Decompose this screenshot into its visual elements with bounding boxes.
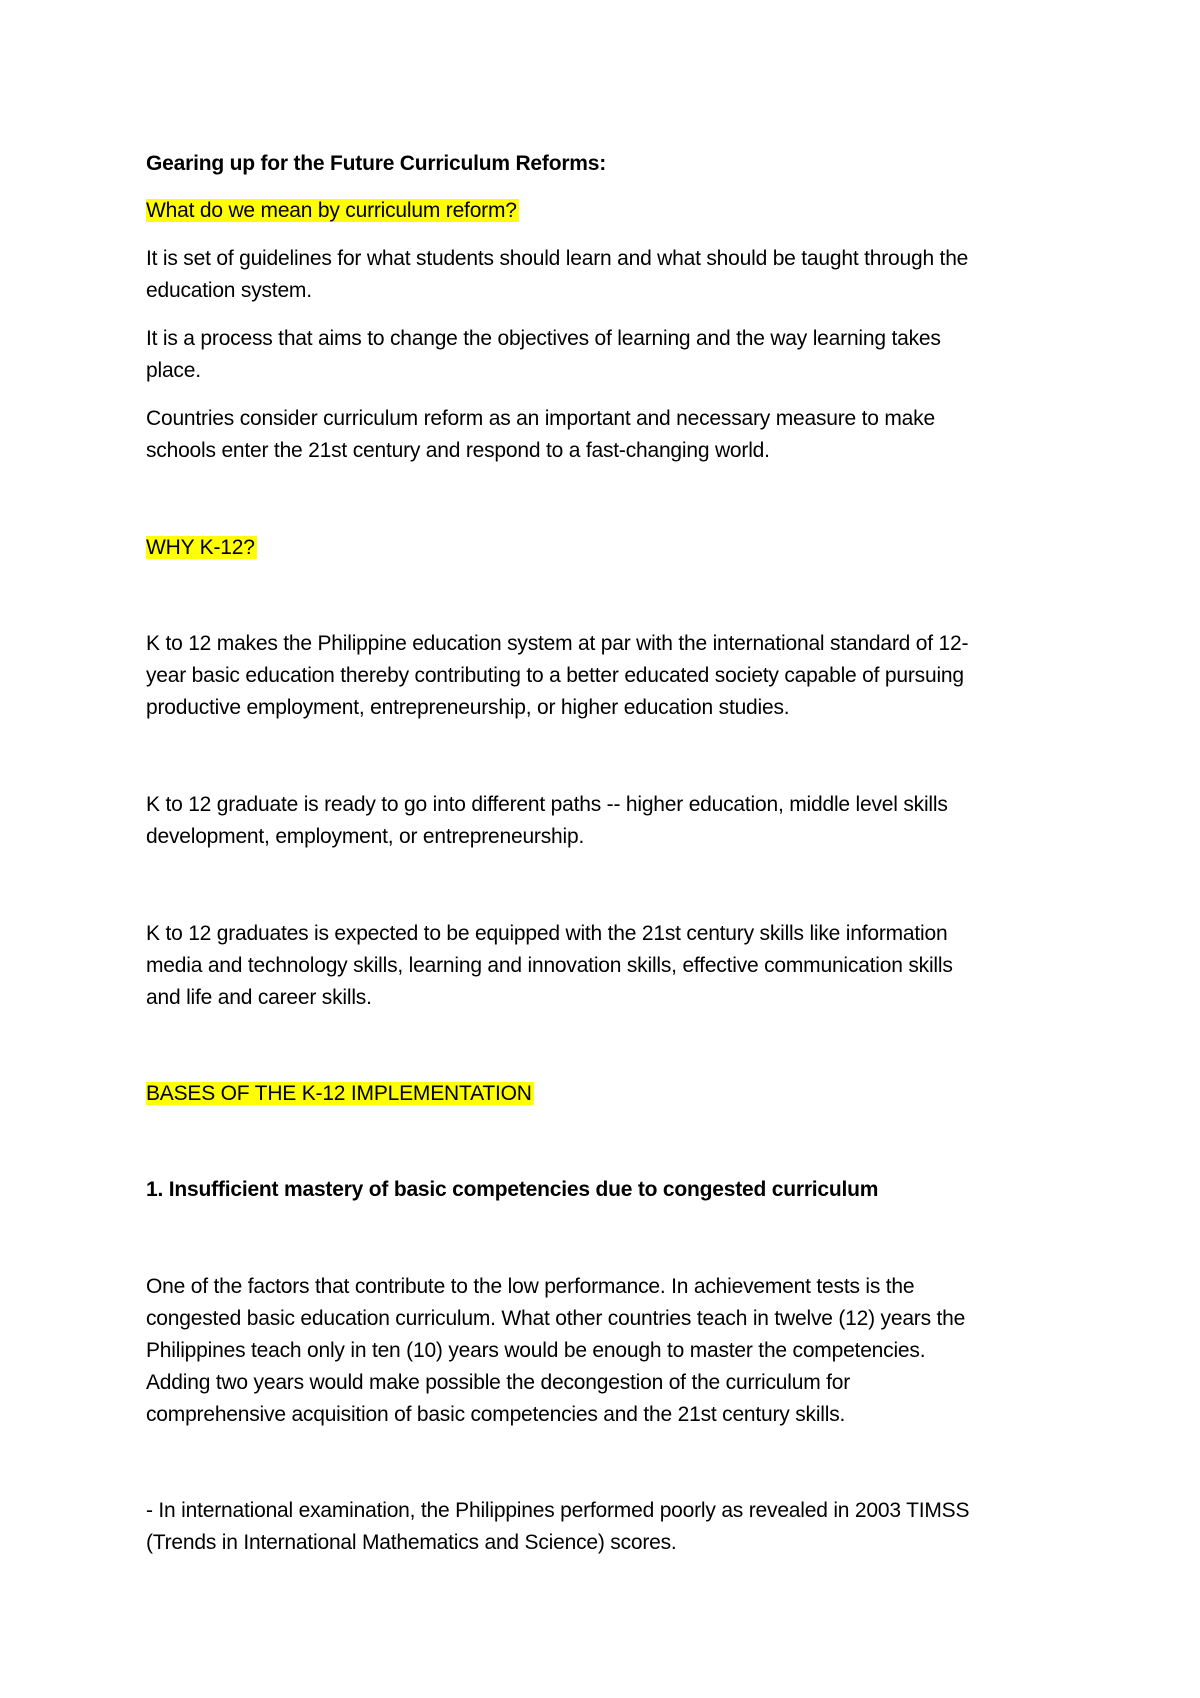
- paragraph-line: K to 12 makes the Philippine education system at par with the international standard of 12-: [146, 632, 969, 655]
- highlighted-heading-text: WHY K-12?: [146, 536, 255, 559]
- paragraph-line: Philippines teach only in ten (10) years would be enough to master the competencies.: [146, 1339, 926, 1362]
- paragraph-line: Adding two years would make possible the decongestion of the curriculum for: [146, 1371, 851, 1394]
- section-heading-bases: [146, 1078, 534, 1110]
- paragraph-line: education system.: [146, 279, 312, 302]
- paragraph-line: congested basic education curriculum. What other countries teach in twelve (12) years the: [146, 1307, 966, 1330]
- paragraph-line: media and technology skills, learning and innovation skills, effective communication skills: [146, 954, 953, 977]
- paragraph-line: K to 12 graduate is ready to go into different paths -- higher education, middle level skills: [146, 793, 948, 816]
- paragraph-line: year basic education thereby contributing to a better educated society capable of pursuing: [146, 664, 964, 687]
- highlighted-heading-text: What do we mean by curriculum reform?: [146, 199, 517, 222]
- paragraph-line: It is set of guidelines for what students should learn and what should be taught through the: [146, 247, 969, 270]
- paragraph-line: Countries consider curriculum reform as an important and necessary measure to make: [146, 407, 935, 430]
- paragraph-line: comprehensive acquisition of basic competencies and the 21st century skills.: [146, 1403, 846, 1426]
- paragraph-line: place.: [146, 359, 201, 382]
- paragraph-line: It is a process that aims to change the objectives of learning and the way learning takes: [146, 327, 941, 350]
- paragraph-line: development, employment, or entrepreneurship.: [146, 825, 585, 848]
- numbered-subheading: 1. Insufficient mastery of basic competencies due to congested curriculum: [146, 1178, 879, 1201]
- paragraph-line: - In international examination, the Philippines performed poorly as revealed in 2003 TIMSS: [146, 1499, 970, 1522]
- paragraph-line: One of the factors that contribute to the low performance. In achievement tests is the: [146, 1275, 915, 1298]
- document-title: Gearing up for the Future Curriculum Reforms:: [146, 152, 607, 175]
- paragraph-line: and life and career skills.: [146, 986, 372, 1009]
- paragraph-line: (Trends in International Mathematics and Science) scores.: [146, 1531, 677, 1554]
- section-heading-why-k12: [146, 532, 257, 564]
- highlighted-heading-text: BASES OF THE K-12 IMPLEMENTATION: [146, 1082, 532, 1105]
- paragraph-line: productive employment, entrepreneurship, or higher education studies.: [146, 696, 790, 719]
- paragraph-line: K to 12 graduates is expected to be equipped with the 21st century skills like information: [146, 922, 948, 945]
- paragraph-line: schools enter the 21st century and respond to a fast-changing world.: [146, 439, 770, 462]
- section-heading-curriculum-reform: [146, 195, 519, 227]
